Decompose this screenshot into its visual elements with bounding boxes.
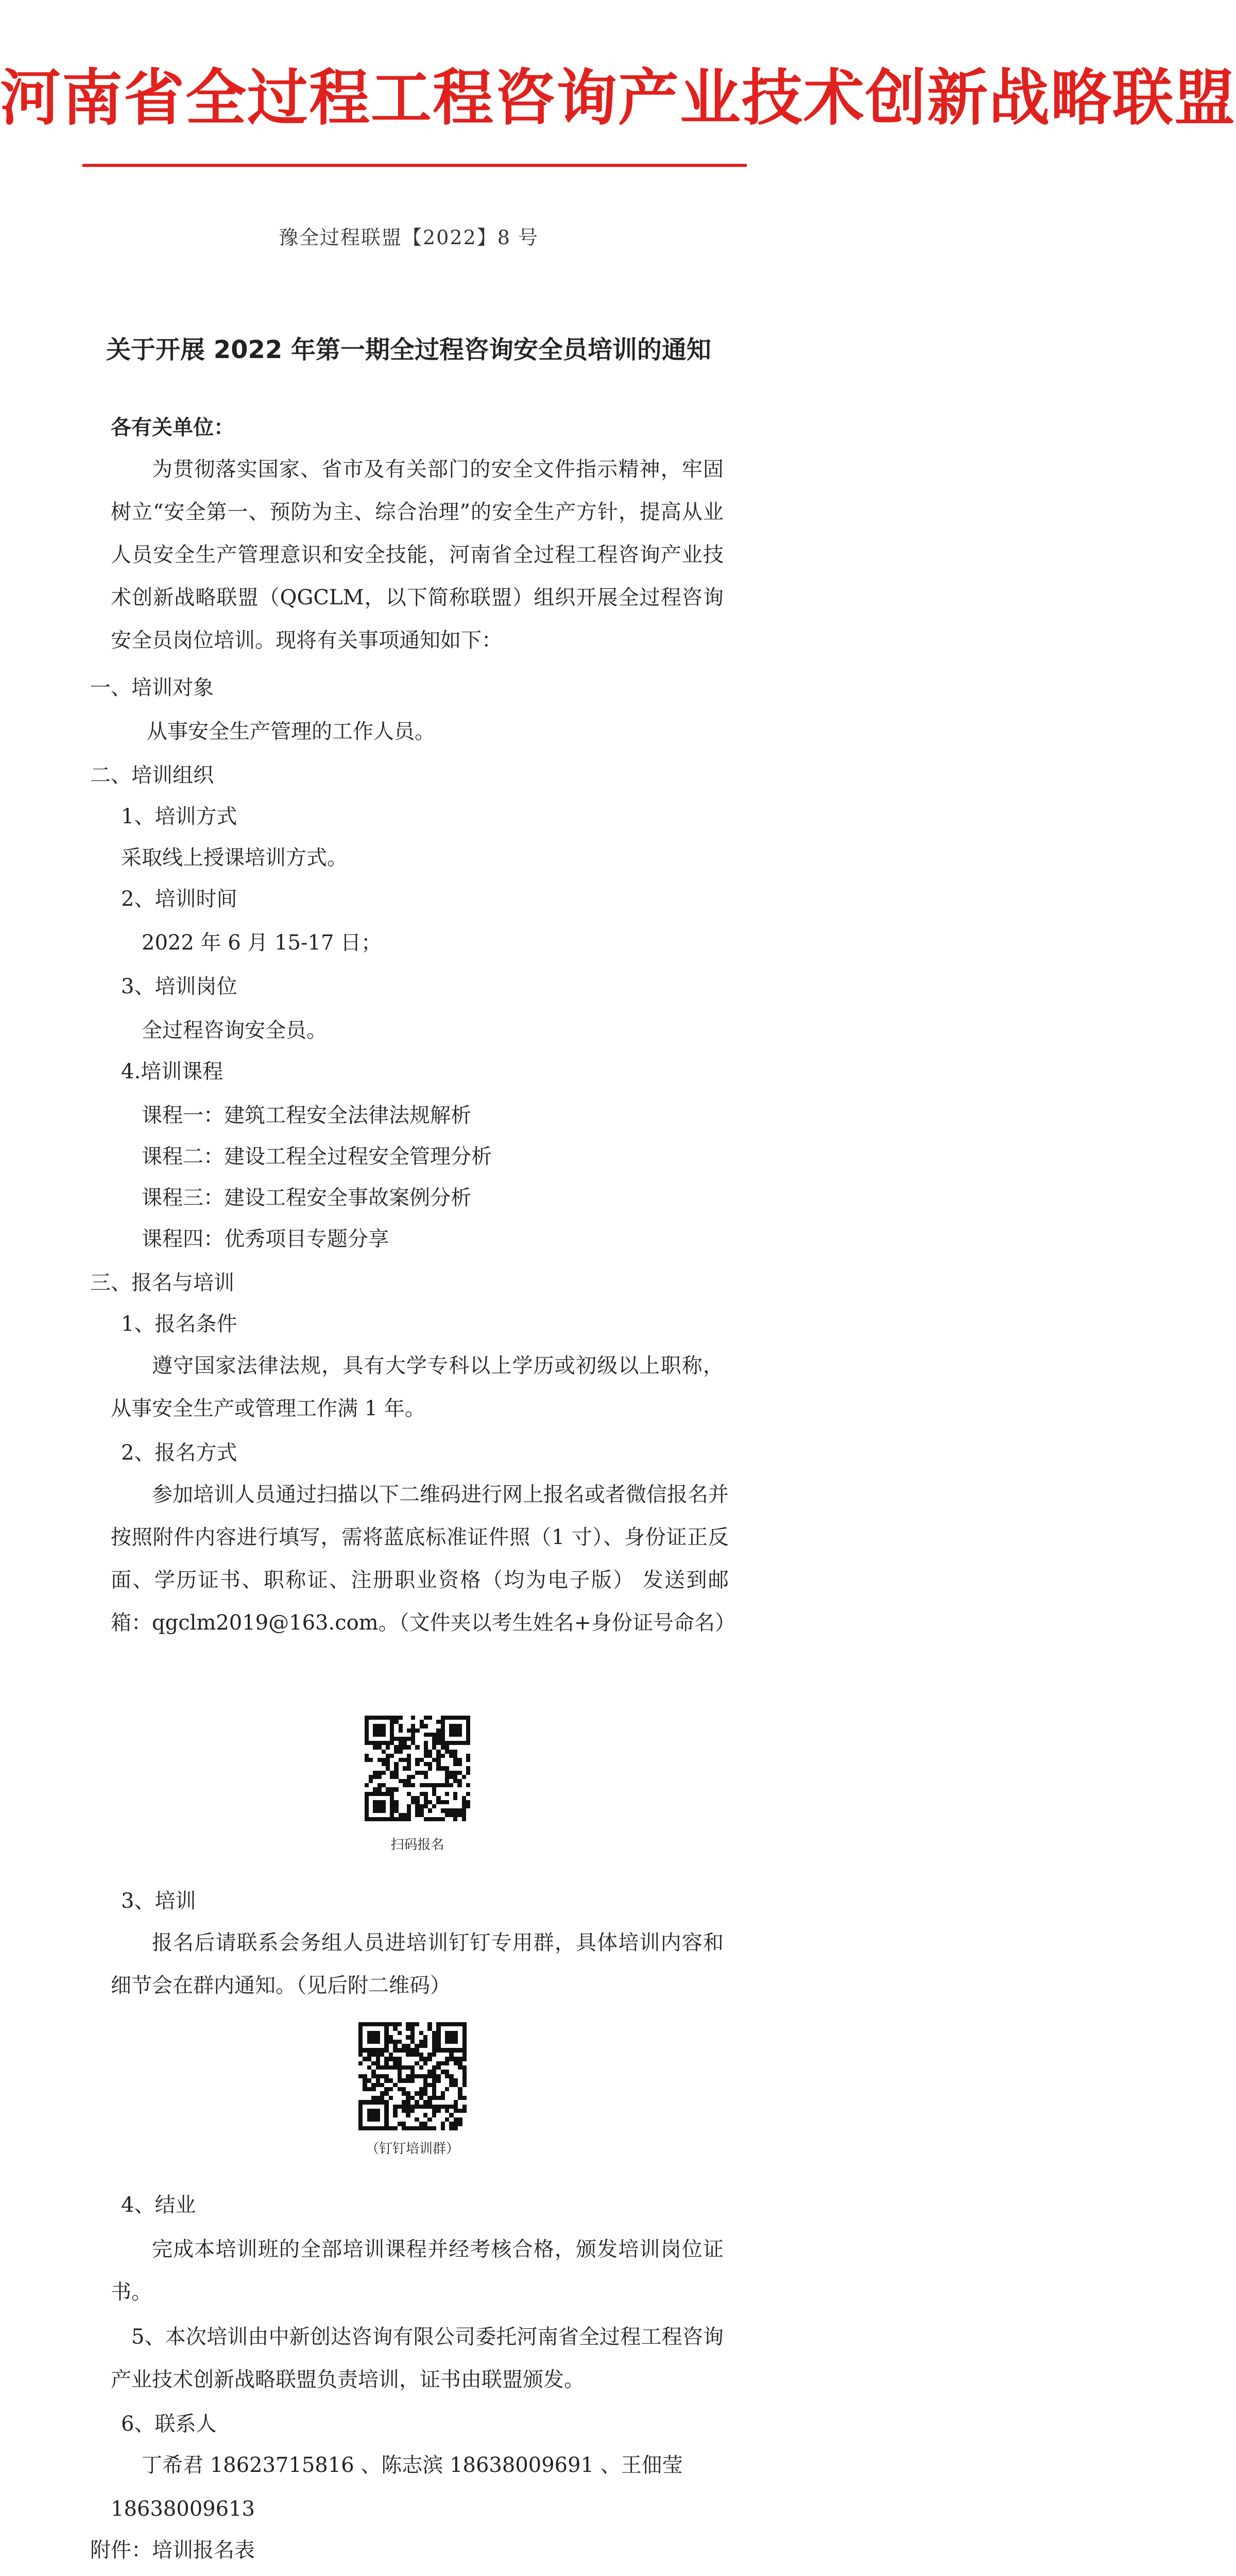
section-heading-3: 三、报名与培训 xyxy=(90,1271,234,1295)
training-time-text: 2022 年 6 月 15-17 日； xyxy=(142,931,382,955)
training-post-heading: 3、培训岗位 xyxy=(121,975,237,998)
training-post-text: 全过程咨询安全员。 xyxy=(142,1019,327,1042)
registration-method-heading: 2、报名方式 xyxy=(121,1441,237,1465)
training-heading: 3、培训 xyxy=(121,1889,196,1913)
header-red-rule xyxy=(82,164,747,167)
completion-heading: 4、结业 xyxy=(121,2193,196,2217)
org-header-title: 河南省全过程工程咨询产业技术创新战略联盟 xyxy=(0,62,1236,133)
organizer-text: 5、本次培训由中新创达咨询有限公司委托河南省全过程工程咨询产业技术创新战略联盟负责培训，证书由联盟颁发。 xyxy=(111,2325,724,2392)
contacts-line: 丁希君 18623715816 、陈志滨 18638009691 、王佃莹 xyxy=(142,2453,683,2477)
attachment-note: 附件：培训报名表 xyxy=(90,2538,255,2562)
qr2-caption: （钉钉培训群） xyxy=(365,2141,459,2157)
registration-qr-code[interactable] xyxy=(365,1716,470,1821)
section-heading-1: 一、培训对象 xyxy=(90,676,214,700)
course-item: 课程三：建设工程安全事故案例分析 xyxy=(142,1186,471,1210)
qr1-caption: 扫码报名 xyxy=(390,1837,444,1853)
registration-condition-heading: 1、报名条件 xyxy=(121,1312,237,1336)
registration-method-text: 参加培训人员通过扫描以下二维码进行网上报名或者微信报名并按照附件内容进行填写，需将蓝底标准证件照（1 寸）、身份证正反面、学历证书、职称证、注册职业资格（均为电子版） 发送到邮箱：qgclm2019@163.com。（文件夹以考生姓名+身份证号命名） xyxy=(111,1483,736,1635)
intro-paragraph: 为贯彻落实国家、省市及有关部门的安全文件指示精神，牢固树立“安全第一、预防为主、综合治理”的安全生产方针，提高从业人员安全生产管理意识和安全技能，河南省全过程工程咨询产业技术创新战略联盟（QGCLM，以下简称联盟）组织开展全过程咨询安全员岗位培训。现将有关事项通知如下： xyxy=(111,457,724,652)
section1-text: 从事安全生产管理的工作人员。 xyxy=(147,720,435,743)
training-method-heading: 1、培训方式 xyxy=(121,805,237,828)
dingtalk-group-qr-code[interactable] xyxy=(358,2022,467,2130)
salutation: 各有关单位： xyxy=(111,416,234,439)
training-time-heading: 2、培训时间 xyxy=(121,887,237,911)
course-item: 课程一：建筑工程安全法律法规解析 xyxy=(142,1104,471,1127)
document-number: 豫全过程联盟【2022】8 号 xyxy=(279,226,539,249)
course-item: 课程二：建设工程全过程安全管理分析 xyxy=(142,1145,492,1168)
training-method-text: 采取线上授课培训方式。 xyxy=(121,846,348,870)
training-text: 报名后请联系会务组人员进培训钉钉专用群，具体培训内容和细节会在群内通知。（见后附二维码） xyxy=(111,1931,724,1997)
completion-text: 完成本培训班的全部培训课程并经考核合格，颁发培训岗位证书。 xyxy=(111,2238,724,2304)
section-heading-2: 二、培训组织 xyxy=(90,764,214,787)
contacts-heading: 6、联系人 xyxy=(121,2412,217,2436)
contacts-line: 18638009613 xyxy=(111,2497,255,2521)
document-title: 关于开展 2022 年第一期全过程咨询安全员培训的通知 xyxy=(106,335,712,364)
registration-condition-text: 遵守国家法律法规，具有大学专科以上学历或初级以上职称，从事安全生产或管理工作满 1 年。 xyxy=(111,1354,724,1420)
course-heading: 4.培训课程 xyxy=(121,1060,224,1083)
course-item: 课程四：优秀项目专题分享 xyxy=(142,1227,389,1251)
